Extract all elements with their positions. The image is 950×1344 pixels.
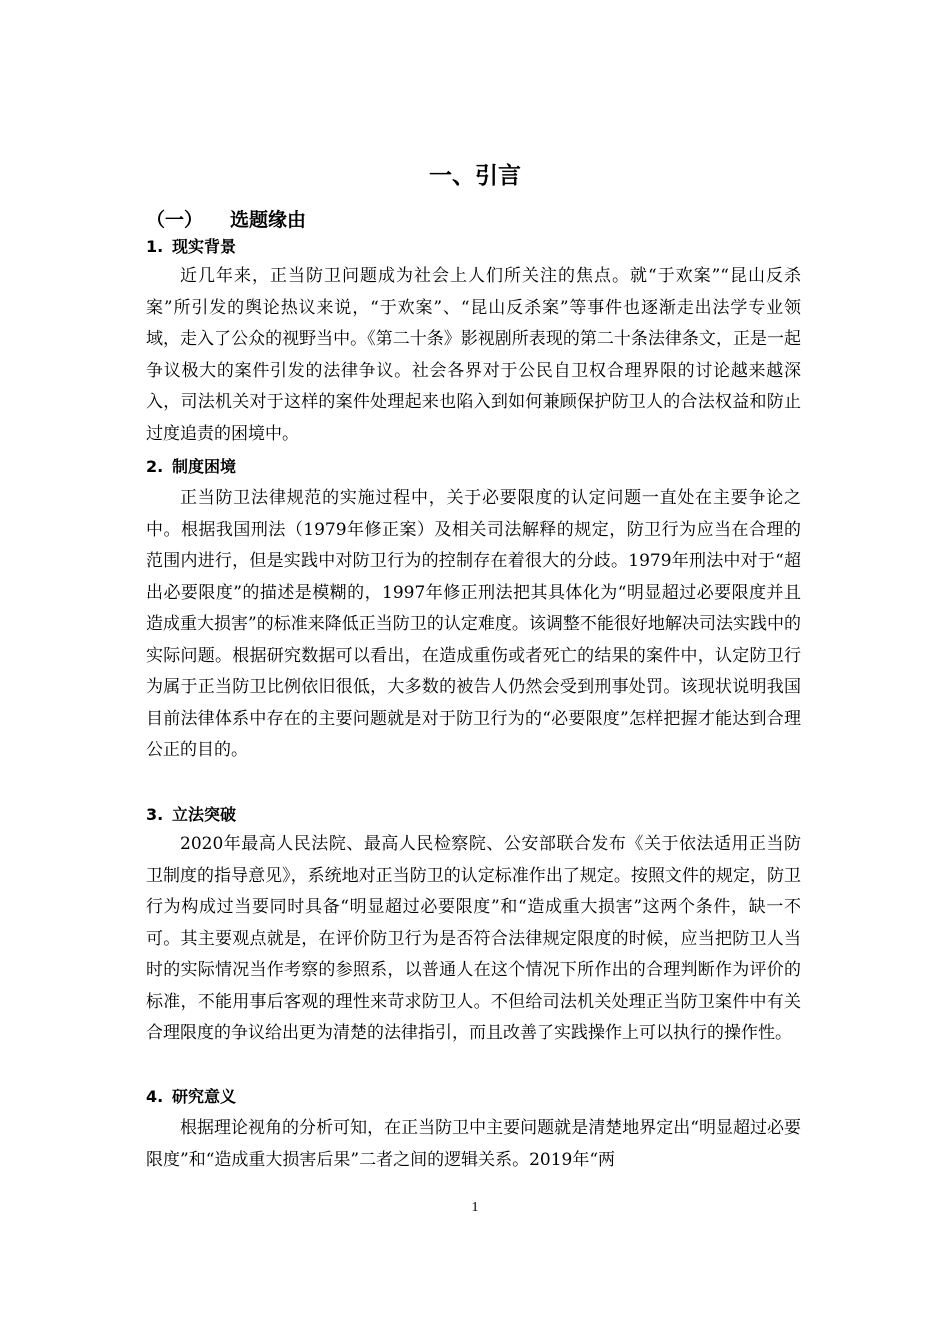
- paragraph-reality-background: 近几年来，正当防卫问题成为社会上人们所关注的焦点。就“于欢案”“昆山反杀案”所引发的舆论热议来说，“于欢案”、“昆山反杀案”等事件也逐渐走出法学专业领域，走入了公众的视野当中。《第二十条》影视剧所表现的第二十条法律条文，正是一起争议极大的案件引发的法律争议。社会各界对于公民自卫权合理界限的讨论越来越深入，司法机关对于这样的案件处理起来也陷入到如何兼顾保护防卫人的合法权益和防止过度追责的困境中。: [146, 266, 801, 444]
- page-number: 1: [471, 1200, 479, 1215]
- subsection-number: 2.: [146, 457, 164, 476]
- section-title: 选题缘由: [230, 209, 307, 231]
- subsection-number: 4.: [146, 1087, 164, 1106]
- paragraph-research-significance: 根据理论视角的分析可知，在正当防卫中主要问题就是清楚地界定出“明显超过必要限度”和“造成重大损害后果”二者之间的逻辑关系。2019年“两: [146, 1118, 801, 1170]
- section-number: （一）: [146, 209, 204, 231]
- section-heading: [146, 205, 306, 235]
- subsection-heading-3: [146, 801, 236, 829]
- subsection-heading-4: [146, 1083, 236, 1111]
- paragraph-legislative-breakthrough: 2020年最高人民法院、最高人民检察院、公安部联合发布《关于依法适用正当防卫制度的指导意见》，系统地对正当防卫的认定标准作出了规定。按照文件的规定，防卫行为构成过当要同时具备“明显超过必要限度”和“造成重大损害”这两个条件，缺一不可。其主要观点就是，在评价防卫行为是否符合法律规定限度的时候，应当把防卫人当时的实际情况当作考察的参照系，以普通人在这个情况下所作出的合理判断作为评价的标准，不能用事后客观的理性来苛求防卫人。不但给司法机关处理正当防卫案件中有关合理限度的争议给出更为清楚的法律指引，而且改善了实践操作上可以执行的操作性。: [146, 834, 801, 1043]
- subsection-title: 立法突破: [172, 805, 237, 824]
- subsection-number: 3.: [146, 805, 164, 824]
- paragraph-institutional-dilemma: 正当防卫法律规范的实施过程中，关于必要限度的认定问题一直处在主要争论之中。根据我国刑法（1979年修正案）及相关司法解释的规定，防卫行为应当在合理的范围内进行，但是实践中对防卫行为的控制存在着很大的分歧。1979年刑法中对于“超出必要限度”的描述是模糊的，1997年修正刑法把其具体化为“明显超过必要限度并且造成重大损害”的标准来降低正当防卫的认定难度。该调整不能很好地解决司法实践中的实际问题。根据研究数据可以看出，在造成重伤或者死亡的结果的案件中，认定防卫行为属于正当防卫比例依旧很低，大多数的被告人仍然会受到刑事处罚。该现状说明我国目前法律体系中存在的主要问题就是对于防卫行为的“必要限度”怎样把握才能达到合理公正的目的。: [146, 488, 801, 760]
- subsection-title: 制度困境: [172, 457, 237, 476]
- subsection-title: 研究意义: [172, 1087, 237, 1106]
- chapter-title: 一、引言: [429, 163, 521, 189]
- subsection-title: 现实背景: [172, 237, 237, 256]
- subsection-heading-1: [146, 233, 236, 261]
- subsection-number: 1.: [146, 237, 164, 256]
- subsection-heading-2: [146, 453, 236, 481]
